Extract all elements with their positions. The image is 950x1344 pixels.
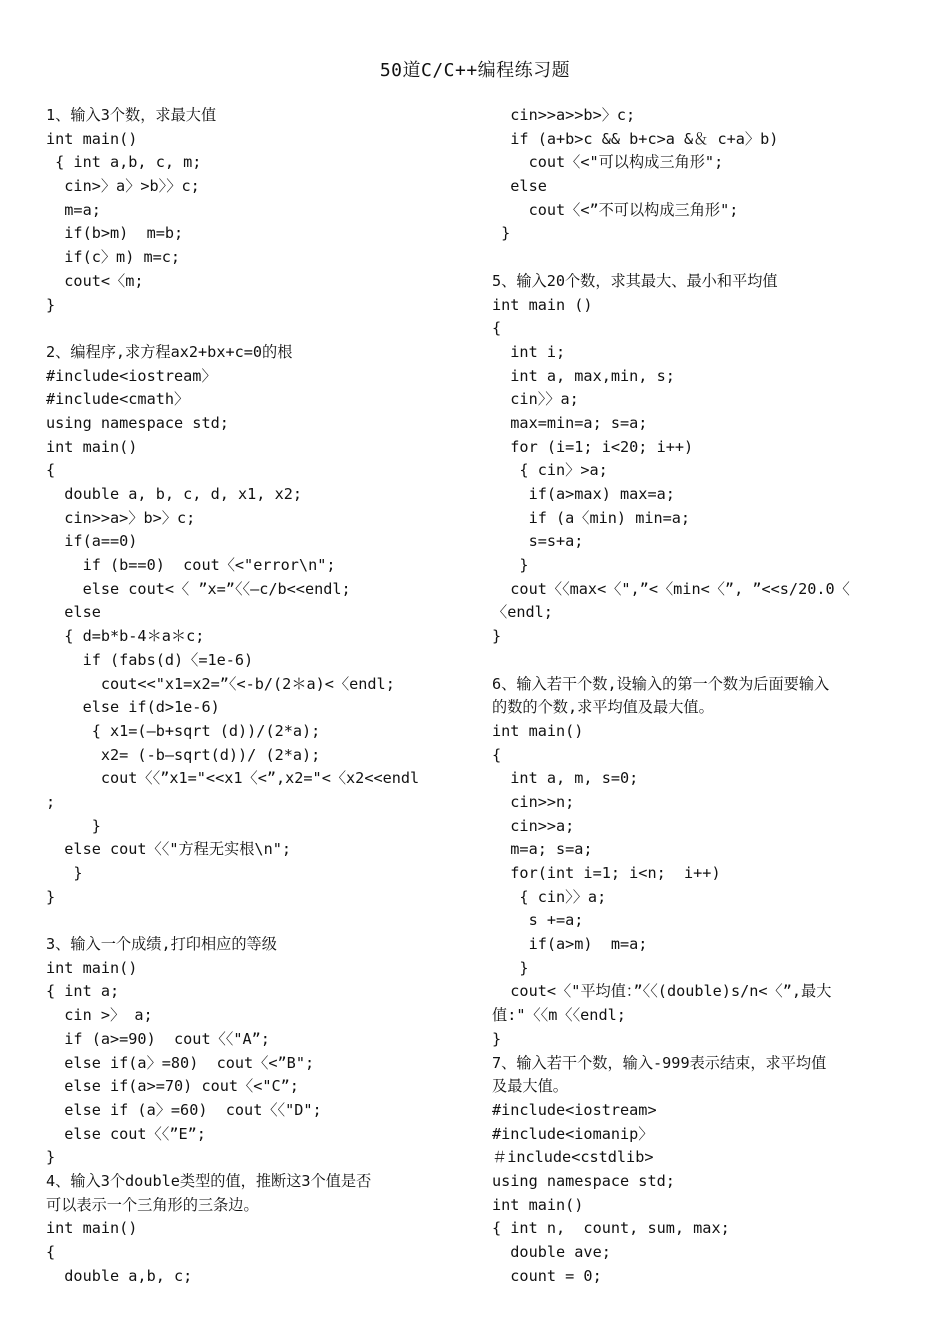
- left-column: [46, 104, 464, 1288]
- code-line: if (a+b>c && b+c>a &＆ c+a〉b): [492, 129, 779, 148]
- code-line: int main(): [492, 721, 584, 740]
- code-line: else if(d>1e-6): [46, 698, 220, 717]
- code-line: }: [492, 958, 529, 977]
- code-line: if(a>m) m=a;: [492, 935, 648, 954]
- code-line: cout〈<"可以构成三角形";: [492, 153, 724, 172]
- code-line: double ave;: [492, 1243, 611, 1261]
- code-line: cout〈〈”x1="<<x1〈<”,x2="<〈x2<<endl: [46, 769, 420, 788]
- code-line: 〈endl;: [492, 603, 553, 622]
- page-title: 50道C/C++编程练习题: [379, 60, 571, 81]
- code-line: if(a>max) max=a;: [492, 485, 675, 503]
- code-line: {: [492, 319, 502, 338]
- code-line: }: [46, 887, 56, 906]
- code-line: { x1=(—b+sqrt (d))/(2*a);: [46, 721, 321, 740]
- code-line: cin>>a>〉b>〉c;: [46, 508, 196, 527]
- code-line: double a,b, c;: [46, 1266, 193, 1285]
- code-line: double a, b, c, d, x1, x2;: [46, 485, 303, 503]
- code-line: 值:"〈〈m〈〈endl;: [492, 1006, 626, 1025]
- code-line: {: [46, 461, 56, 480]
- code-line: cin >〉 a;: [46, 1006, 153, 1025]
- code-line: if (a>=90) cout〈〈"A”;: [46, 1029, 270, 1048]
- code-line: {: [492, 745, 502, 764]
- code-line: ;: [46, 792, 56, 811]
- code-line: { cin〉>a;: [492, 461, 608, 480]
- code-line: int a, m, s=0;: [492, 769, 639, 788]
- code-line: cout<〈"平均值：”〈〈(double)s/n<〈”,最大: [492, 982, 832, 1001]
- code-line: { d=b*b-4＊a＊c;: [46, 627, 205, 646]
- code-line: { int n, count, sum, max;: [492, 1219, 730, 1238]
- code-line: for (i=1; i<20; i++): [492, 437, 694, 456]
- code-line: #include<iostream〉: [46, 366, 217, 385]
- code-line: { int a;: [46, 982, 120, 1001]
- code-line: int a, max,min, s;: [492, 366, 675, 385]
- code-line: else if(a>=70) cout〈<"C”;: [46, 1077, 299, 1096]
- code-line: for(int i=1; i<n; i++): [492, 864, 721, 882]
- code-line: [492, 246, 910, 270]
- code-line: 6、输入若干个数,设输入的第一个数为后面要输入: [492, 674, 830, 693]
- code-line: #include<iomanip〉: [492, 1124, 654, 1143]
- code-line: else cout〈〈"方程无实根\n";: [46, 840, 292, 859]
- code-line: else: [492, 177, 547, 196]
- code-line: cin>>a;: [492, 816, 575, 835]
- code-line: [492, 649, 910, 673]
- code-line: 2、编程序,求方程ax2+bx+c=0的根: [46, 342, 293, 361]
- code-line: m=a;: [46, 200, 101, 219]
- code-line: if(c〉m) m=c;: [46, 248, 181, 267]
- code-line: count = 0;: [492, 1266, 602, 1285]
- code-line: int main(): [46, 437, 138, 456]
- code-line: 5、输入20个数，求其最大、最小和平均值: [492, 271, 778, 290]
- code-line: 1、输入3个数，求最大值: [46, 106, 217, 124]
- code-line: { cin〉〉a;: [492, 887, 607, 906]
- code-line: 可以表示一个三角形的三条边。: [46, 1195, 259, 1214]
- code-line: }: [492, 556, 529, 575]
- code-line: 7、输入若干个数，输入-999表示结束，求平均值: [492, 1053, 827, 1072]
- code-line: #include<iostream>: [492, 1100, 657, 1119]
- code-line: else if(a〉=80) cout〈<”B";: [46, 1053, 315, 1072]
- code-line: }: [46, 1148, 56, 1167]
- code-line: if(a==0): [46, 532, 138, 551]
- code-line: if (b==0) cout〈<"error\n";: [46, 556, 336, 575]
- code-line: cin>〉a〉>b〉〉c;: [46, 177, 200, 196]
- code-line: int main(): [492, 1195, 584, 1214]
- code-line: s +=a;: [492, 911, 584, 930]
- code-line: if(b>m) m=b;: [46, 224, 184, 243]
- code-line: {: [46, 1243, 56, 1261]
- code-line: 4、输入3个double类型的值，推断这3个值是否: [46, 1171, 372, 1190]
- code-line: cin>>a>>b>〉c;: [492, 106, 636, 124]
- code-line: cout<〈m;: [46, 271, 144, 290]
- code-line: else if (a〉=60) cout〈〈"D";: [46, 1100, 322, 1119]
- code-line: using namespace std;: [492, 1171, 675, 1190]
- right-column: [492, 104, 910, 1288]
- code-line: cin〉〉a;: [492, 390, 579, 409]
- code-line: }: [492, 1029, 502, 1048]
- code-line: ＃include<cstdlib>: [492, 1148, 654, 1167]
- code-line: #include<cmath〉: [46, 390, 190, 409]
- code-line: int main (): [492, 295, 593, 314]
- code-line: using namespace std;: [46, 413, 229, 432]
- code-line: }: [492, 224, 511, 243]
- code-line: int i;: [492, 342, 566, 361]
- code-line: else: [46, 603, 101, 622]
- code-line: else cout<〈 ”x=”〈〈—c/b<<endl;: [46, 579, 351, 598]
- code-line: }: [46, 816, 101, 835]
- code-line: int main(): [46, 129, 138, 148]
- code-line: max=min=a; s=a;: [492, 413, 648, 432]
- code-line: }: [492, 627, 502, 646]
- code-line: [46, 909, 464, 933]
- code-line: }: [46, 295, 56, 314]
- code-line: 及最大值。: [492, 1077, 568, 1096]
- code-line: else cout〈〈”E”;: [46, 1124, 206, 1143]
- code-line: m=a; s=a;: [492, 840, 593, 859]
- code-line: if (a〈min) min=a;: [492, 508, 691, 527]
- code-line: cout〈<”不可以构成三角形";: [492, 200, 739, 219]
- code-line: 的数的个数,求平均值及最大值。: [492, 698, 714, 717]
- code-line: [46, 317, 464, 341]
- code-line: if (fabs(d)〈=1e-6): [46, 650, 254, 669]
- code-line: 3、输入一个成绩,打印相应的等级: [46, 935, 277, 954]
- code-line: s=s+a;: [492, 532, 584, 551]
- code-line: cin>>n;: [492, 792, 575, 811]
- code-line: int main(): [46, 1219, 138, 1238]
- code-line: cout<<"x1=x2=”〈<-b/(2＊a)<〈endl;: [46, 674, 395, 693]
- code-line: { int a,b, c, m;: [46, 153, 202, 172]
- code-line: x2= (-b—sqrt(d))/ (2*a);: [46, 745, 321, 764]
- code-line: int main(): [46, 958, 138, 977]
- code-line: cout〈〈max<〈",”<〈min<〈”, ”<<s/20.0〈: [492, 579, 850, 598]
- code-line: }: [46, 864, 83, 882]
